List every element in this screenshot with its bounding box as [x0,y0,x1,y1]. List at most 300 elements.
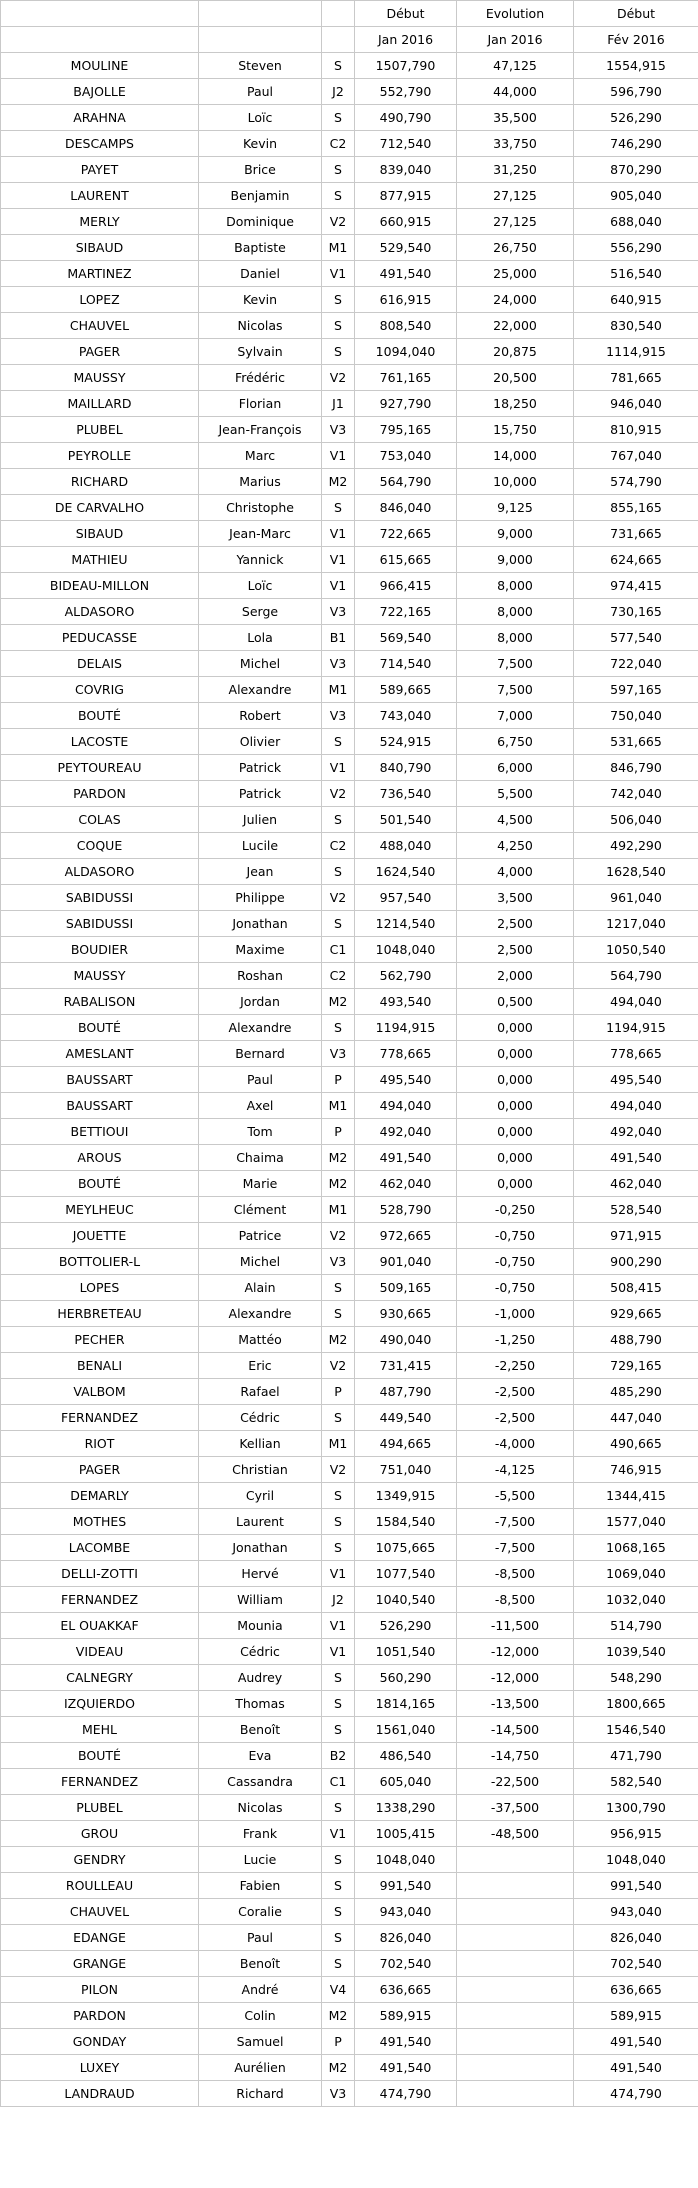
first-name-cell[interactable]: Jean-Marc [199,521,322,547]
start-feb-cell[interactable]: 1300,790 [574,1795,698,1821]
category-cell[interactable]: P [322,1067,355,1093]
start-jan-cell[interactable]: 636,665 [355,1977,457,2003]
first-name-cell[interactable]: Nicolas [199,1795,322,1821]
first-name-cell[interactable]: Rafael [199,1379,322,1405]
start-jan-cell[interactable]: 605,040 [355,1769,457,1795]
category-cell[interactable]: S [322,1405,355,1431]
category-cell[interactable]: V2 [322,365,355,391]
category-cell[interactable]: M2 [322,989,355,1015]
last-name-cell[interactable]: ALDASORO [1,599,199,625]
start-feb-cell[interactable]: 485,290 [574,1379,698,1405]
evolution-jan-cell[interactable]: 9,125 [457,495,574,521]
start-jan-cell[interactable]: 1094,040 [355,339,457,365]
start-jan-cell[interactable]: 526,290 [355,1613,457,1639]
last-name-cell[interactable]: LANDRAUD [1,2081,199,2107]
last-name-cell[interactable]: BOUDIER [1,937,199,963]
category-cell[interactable]: V3 [322,417,355,443]
start-jan-cell[interactable]: 1048,040 [355,937,457,963]
start-jan-cell[interactable]: 491,540 [355,2029,457,2055]
last-name-cell[interactable]: RICHARD [1,469,199,495]
start-jan-cell[interactable]: 751,040 [355,1457,457,1483]
category-cell[interactable]: V3 [322,1041,355,1067]
last-name-cell[interactable]: COQUE [1,833,199,859]
last-name-cell[interactable]: LACOSTE [1,729,199,755]
start-feb-cell[interactable]: 810,915 [574,417,698,443]
last-name-cell[interactable] [1,1,199,27]
category-cell[interactable]: M1 [322,235,355,261]
start-jan-cell[interactable]: 722,665 [355,521,457,547]
last-name-cell[interactable]: PAGER [1,1457,199,1483]
first-name-cell[interactable]: Richard [199,2081,322,2107]
start-jan-cell[interactable]: 991,540 [355,1873,457,1899]
start-feb-cell[interactable]: 956,915 [574,1821,698,1847]
evolution-jan-cell[interactable] [457,1847,574,1873]
category-cell[interactable]: V2 [322,1223,355,1249]
last-name-cell[interactable]: BETTIOUI [1,1119,199,1145]
first-name-cell[interactable]: Maxime [199,937,322,963]
start-feb-cell[interactable]: 492,040 [574,1119,698,1145]
last-name-cell[interactable]: IZQUIERDO [1,1691,199,1717]
first-name-cell[interactable]: Christian [199,1457,322,1483]
start-feb-cell[interactable]: 514,790 [574,1613,698,1639]
start-jan-cell[interactable]: 722,165 [355,599,457,625]
first-name-cell[interactable]: Jonathan [199,1535,322,1561]
start-feb-cell[interactable]: 494,040 [574,989,698,1015]
category-cell[interactable]: M1 [322,1093,355,1119]
start-jan-cell[interactable]: 616,915 [355,287,457,313]
category-cell[interactable]: M2 [322,1145,355,1171]
category-cell[interactable]: M2 [322,469,355,495]
first-name-cell[interactable]: Mattéo [199,1327,322,1353]
evolution-jan-cell[interactable]: 6,000 [457,755,574,781]
first-name-cell[interactable]: Axel [199,1093,322,1119]
start-jan-cell[interactable]: 501,540 [355,807,457,833]
start-feb-cell[interactable]: 826,040 [574,1925,698,1951]
first-name-cell[interactable]: Kevin [199,287,322,313]
evolution-jan-cell[interactable]: -7,500 [457,1509,574,1535]
category-cell[interactable]: M2 [322,2055,355,2081]
evolution-jan-cell[interactable]: -14,500 [457,1717,574,1743]
start-jan-cell[interactable]: 660,915 [355,209,457,235]
start-feb-cell[interactable]: 495,540 [574,1067,698,1093]
start-jan-cell[interactable]: 1077,540 [355,1561,457,1587]
category-cell[interactable]: S [322,1483,355,1509]
evolution-jan-cell[interactable]: -37,500 [457,1795,574,1821]
first-name-cell[interactable]: Cassandra [199,1769,322,1795]
last-name-cell[interactable]: DE CARVALHO [1,495,199,521]
evolution-jan-cell[interactable]: 47,125 [457,53,574,79]
evolution-jan-cell[interactable]: -8,500 [457,1587,574,1613]
start-feb-cell[interactable]: 506,040 [574,807,698,833]
category-cell[interactable] [322,27,355,53]
evolution-jan-cell[interactable]: -11,500 [457,1613,574,1639]
evolution-jan-cell[interactable]: -0,750 [457,1223,574,1249]
category-cell[interactable]: P [322,2029,355,2055]
first-name-cell[interactable]: Thomas [199,1691,322,1717]
evolution-jan-cell[interactable] [457,2081,574,2107]
start-feb-cell[interactable]: 1194,915 [574,1015,698,1041]
evolution-jan-cell[interactable]: 0,000 [457,1119,574,1145]
first-name-cell[interactable]: Marius [199,469,322,495]
first-name-cell[interactable]: Patrice [199,1223,322,1249]
first-name-cell[interactable]: Hervé [199,1561,322,1587]
evolution-jan-cell[interactable]: Evolution [457,1,574,27]
first-name-cell[interactable]: Sylvain [199,339,322,365]
start-jan-cell[interactable]: 494,665 [355,1431,457,1457]
last-name-cell[interactable]: PEYTOUREAU [1,755,199,781]
category-cell[interactable]: P [322,1119,355,1145]
last-name-cell[interactable]: DESCAMPS [1,131,199,157]
last-name-cell[interactable]: EDANGE [1,1925,199,1951]
start-jan-cell[interactable]: 930,665 [355,1301,457,1327]
start-jan-cell[interactable]: 877,915 [355,183,457,209]
first-name-cell[interactable]: Daniel [199,261,322,287]
last-name-cell[interactable] [1,27,199,53]
last-name-cell[interactable]: PECHER [1,1327,199,1353]
evolution-jan-cell[interactable]: -13,500 [457,1691,574,1717]
category-cell[interactable] [322,1,355,27]
first-name-cell[interactable]: Mounia [199,1613,322,1639]
start-jan-cell[interactable]: 1624,540 [355,859,457,885]
category-cell[interactable]: S [322,157,355,183]
start-feb-cell[interactable]: 781,665 [574,365,698,391]
start-feb-cell[interactable]: 556,290 [574,235,698,261]
category-cell[interactable]: S [322,1535,355,1561]
last-name-cell[interactable]: LOPEZ [1,287,199,313]
start-jan-cell[interactable]: 509,165 [355,1275,457,1301]
last-name-cell[interactable]: PEYROLLE [1,443,199,469]
start-jan-cell[interactable]: 731,415 [355,1353,457,1379]
first-name-cell[interactable]: Marc [199,443,322,469]
last-name-cell[interactable]: FERNANDEZ [1,1769,199,1795]
evolution-jan-cell[interactable]: 0,000 [457,1067,574,1093]
start-feb-cell[interactable]: 1114,915 [574,339,698,365]
start-feb-cell[interactable]: 636,665 [574,1977,698,2003]
last-name-cell[interactable]: MAILLARD [1,391,199,417]
category-cell[interactable]: S [322,729,355,755]
last-name-cell[interactable]: GRANGE [1,1951,199,1977]
first-name-cell[interactable]: Julien [199,807,322,833]
category-cell[interactable]: C1 [322,937,355,963]
start-jan-cell[interactable]: 569,540 [355,625,457,651]
evolution-jan-cell[interactable]: -12,000 [457,1665,574,1691]
start-jan-cell[interactable]: 589,665 [355,677,457,703]
start-jan-cell[interactable]: 1005,415 [355,1821,457,1847]
evolution-jan-cell[interactable]: 10,000 [457,469,574,495]
first-name-cell[interactable]: Steven [199,53,322,79]
start-feb-cell[interactable]: 702,540 [574,1951,698,1977]
start-jan-cell[interactable]: 462,040 [355,1171,457,1197]
start-feb-cell[interactable]: Début [574,1,698,27]
start-feb-cell[interactable]: Fév 2016 [574,27,698,53]
first-name-cell[interactable]: Kevin [199,131,322,157]
evolution-jan-cell[interactable]: -8,500 [457,1561,574,1587]
start-feb-cell[interactable]: 971,915 [574,1223,698,1249]
last-name-cell[interactable]: ARAHNA [1,105,199,131]
evolution-jan-cell[interactable]: 5,500 [457,781,574,807]
category-cell[interactable]: S [322,1509,355,1535]
last-name-cell[interactable]: MAUSSY [1,963,199,989]
evolution-jan-cell[interactable]: 26,750 [457,235,574,261]
category-cell[interactable]: M2 [322,1327,355,1353]
category-cell[interactable]: V2 [322,1457,355,1483]
start-feb-cell[interactable]: 597,165 [574,677,698,703]
first-name-cell[interactable]: Robert [199,703,322,729]
start-jan-cell[interactable]: 552,790 [355,79,457,105]
start-feb-cell[interactable]: 991,540 [574,1873,698,1899]
category-cell[interactable]: V2 [322,209,355,235]
category-cell[interactable]: S [322,1795,355,1821]
evolution-jan-cell[interactable]: -1,250 [457,1327,574,1353]
start-jan-cell[interactable]: 486,540 [355,1743,457,1769]
category-cell[interactable]: V1 [322,1821,355,1847]
category-cell[interactable]: S [322,1301,355,1327]
last-name-cell[interactable]: MERLY [1,209,199,235]
evolution-jan-cell[interactable] [457,2003,574,2029]
start-feb-cell[interactable]: 526,290 [574,105,698,131]
start-feb-cell[interactable]: 490,665 [574,1431,698,1457]
start-feb-cell[interactable]: 830,540 [574,313,698,339]
first-name-cell[interactable]: Philippe [199,885,322,911]
first-name-cell[interactable]: Dominique [199,209,322,235]
last-name-cell[interactable]: CALNEGRY [1,1665,199,1691]
category-cell[interactable]: V1 [322,755,355,781]
last-name-cell[interactable]: PLUBEL [1,1795,199,1821]
category-cell[interactable]: V3 [322,2081,355,2107]
start-jan-cell[interactable]: 560,290 [355,1665,457,1691]
last-name-cell[interactable]: LUXEY [1,2055,199,2081]
start-jan-cell[interactable]: 795,165 [355,417,457,443]
start-jan-cell[interactable]: 826,040 [355,1925,457,1951]
start-jan-cell[interactable]: 490,040 [355,1327,457,1353]
evolution-jan-cell[interactable]: 20,500 [457,365,574,391]
category-cell[interactable]: V2 [322,885,355,911]
start-feb-cell[interactable]: 508,415 [574,1275,698,1301]
evolution-jan-cell[interactable]: 7,000 [457,703,574,729]
first-name-cell[interactable]: Lola [199,625,322,651]
start-jan-cell[interactable]: 495,540 [355,1067,457,1093]
category-cell[interactable]: S [322,1275,355,1301]
first-name-cell[interactable]: Loïc [199,105,322,131]
start-feb-cell[interactable]: 961,040 [574,885,698,911]
last-name-cell[interactable]: MEYLHEUC [1,1197,199,1223]
first-name-cell[interactable]: Loïc [199,573,322,599]
start-jan-cell[interactable]: 1507,790 [355,53,457,79]
last-name-cell[interactable]: DELAIS [1,651,199,677]
category-cell[interactable]: B1 [322,625,355,651]
evolution-jan-cell[interactable] [457,1951,574,1977]
first-name-cell[interactable]: Florian [199,391,322,417]
evolution-jan-cell[interactable]: -4,125 [457,1457,574,1483]
last-name-cell[interactable]: CHAUVEL [1,1899,199,1925]
start-feb-cell[interactable]: 731,665 [574,521,698,547]
start-jan-cell[interactable]: 615,665 [355,547,457,573]
first-name-cell[interactable] [199,1,322,27]
evolution-jan-cell[interactable]: 27,125 [457,183,574,209]
category-cell[interactable]: V1 [322,443,355,469]
start-feb-cell[interactable]: 596,790 [574,79,698,105]
last-name-cell[interactable]: RABALISON [1,989,199,1015]
first-name-cell[interactable]: Nicolas [199,313,322,339]
last-name-cell[interactable]: GENDRY [1,1847,199,1873]
start-feb-cell[interactable]: 722,040 [574,651,698,677]
first-name-cell[interactable]: Paul [199,1067,322,1093]
first-name-cell[interactable]: Alexandre [199,1301,322,1327]
first-name-cell[interactable]: William [199,1587,322,1613]
last-name-cell[interactable]: COVRIG [1,677,199,703]
category-cell[interactable]: S [322,1873,355,1899]
start-feb-cell[interactable]: 730,165 [574,599,698,625]
last-name-cell[interactable]: LACOMBE [1,1535,199,1561]
evolution-jan-cell[interactable]: -48,500 [457,1821,574,1847]
last-name-cell[interactable]: MARTINEZ [1,261,199,287]
last-name-cell[interactable]: PLUBEL [1,417,199,443]
start-feb-cell[interactable]: 491,540 [574,2055,698,2081]
evolution-jan-cell[interactable] [457,1977,574,2003]
start-jan-cell[interactable]: 564,790 [355,469,457,495]
last-name-cell[interactable]: JOUETTE [1,1223,199,1249]
start-jan-cell[interactable]: 736,540 [355,781,457,807]
start-jan-cell[interactable]: 840,790 [355,755,457,781]
last-name-cell[interactable]: MOTHES [1,1509,199,1535]
start-jan-cell[interactable]: 589,915 [355,2003,457,2029]
last-name-cell[interactable]: MAUSSY [1,365,199,391]
start-feb-cell[interactable]: 855,165 [574,495,698,521]
last-name-cell[interactable]: BAUSSART [1,1093,199,1119]
category-cell[interactable]: V3 [322,599,355,625]
evolution-jan-cell[interactable]: 15,750 [457,417,574,443]
start-feb-cell[interactable]: 531,665 [574,729,698,755]
start-jan-cell[interactable]: 743,040 [355,703,457,729]
last-name-cell[interactable]: PILON [1,1977,199,2003]
evolution-jan-cell[interactable]: 3,500 [457,885,574,911]
evolution-jan-cell[interactable]: 0,000 [457,1093,574,1119]
start-jan-cell[interactable]: Début [355,1,457,27]
start-feb-cell[interactable]: 589,915 [574,2003,698,2029]
evolution-jan-cell[interactable]: 0,000 [457,1145,574,1171]
start-feb-cell[interactable]: 929,665 [574,1301,698,1327]
start-feb-cell[interactable]: 577,540 [574,625,698,651]
category-cell[interactable]: J2 [322,1587,355,1613]
category-cell[interactable]: S [322,807,355,833]
category-cell[interactable]: J2 [322,79,355,105]
last-name-cell[interactable]: AROUS [1,1145,199,1171]
first-name-cell[interactable] [199,27,322,53]
start-jan-cell[interactable]: 494,040 [355,1093,457,1119]
start-jan-cell[interactable]: 1040,540 [355,1587,457,1613]
start-feb-cell[interactable]: 729,165 [574,1353,698,1379]
category-cell[interactable]: S [322,1925,355,1951]
last-name-cell[interactable]: BOUTÉ [1,703,199,729]
evolution-jan-cell[interactable]: 35,500 [457,105,574,131]
last-name-cell[interactable]: COLAS [1,807,199,833]
start-jan-cell[interactable]: 1814,165 [355,1691,457,1717]
category-cell[interactable]: C2 [322,833,355,859]
evolution-jan-cell[interactable]: -5,500 [457,1483,574,1509]
last-name-cell[interactable]: GONDAY [1,2029,199,2055]
start-jan-cell[interactable]: 1561,040 [355,1717,457,1743]
evolution-jan-cell[interactable]: 4,500 [457,807,574,833]
start-jan-cell[interactable]: 449,540 [355,1405,457,1431]
start-feb-cell[interactable]: 767,040 [574,443,698,469]
evolution-jan-cell[interactable]: -4,000 [457,1431,574,1457]
first-name-cell[interactable]: Bernard [199,1041,322,1067]
last-name-cell[interactable]: AMESLANT [1,1041,199,1067]
start-jan-cell[interactable]: 528,790 [355,1197,457,1223]
first-name-cell[interactable]: Paul [199,1925,322,1951]
category-cell[interactable]: S [322,859,355,885]
start-jan-cell[interactable]: 943,040 [355,1899,457,1925]
start-feb-cell[interactable]: 1628,540 [574,859,698,885]
first-name-cell[interactable]: Chaima [199,1145,322,1171]
first-name-cell[interactable]: Cédric [199,1405,322,1431]
start-feb-cell[interactable]: 905,040 [574,183,698,209]
start-feb-cell[interactable]: 528,540 [574,1197,698,1223]
start-feb-cell[interactable]: 974,415 [574,573,698,599]
evolution-jan-cell[interactable] [457,1899,574,1925]
start-feb-cell[interactable]: 488,790 [574,1327,698,1353]
category-cell[interactable]: V2 [322,781,355,807]
start-feb-cell[interactable]: 742,040 [574,781,698,807]
start-feb-cell[interactable]: 943,040 [574,1899,698,1925]
last-name-cell[interactable]: VALBOM [1,1379,199,1405]
start-feb-cell[interactable]: 846,790 [574,755,698,781]
evolution-jan-cell[interactable] [457,2029,574,2055]
evolution-jan-cell[interactable]: -1,000 [457,1301,574,1327]
evolution-jan-cell[interactable]: 22,000 [457,313,574,339]
start-feb-cell[interactable]: 688,040 [574,209,698,235]
first-name-cell[interactable]: Olivier [199,729,322,755]
last-name-cell[interactable]: VIDEAU [1,1639,199,1665]
last-name-cell[interactable]: PARDON [1,781,199,807]
first-name-cell[interactable]: Audrey [199,1665,322,1691]
start-jan-cell[interactable]: 1338,290 [355,1795,457,1821]
last-name-cell[interactable]: EL OUAKKAF [1,1613,199,1639]
start-jan-cell[interactable]: 714,540 [355,651,457,677]
start-feb-cell[interactable]: 582,540 [574,1769,698,1795]
category-cell[interactable]: V3 [322,651,355,677]
last-name-cell[interactable]: BOUTÉ [1,1743,199,1769]
start-jan-cell[interactable]: 966,415 [355,573,457,599]
category-cell[interactable]: J1 [322,391,355,417]
category-cell[interactable]: V1 [322,1639,355,1665]
first-name-cell[interactable]: Michel [199,1249,322,1275]
evolution-jan-cell[interactable]: -0,750 [457,1275,574,1301]
start-feb-cell[interactable]: 870,290 [574,157,698,183]
start-jan-cell[interactable]: 491,540 [355,261,457,287]
last-name-cell[interactable]: PAGER [1,339,199,365]
category-cell[interactable]: C2 [322,131,355,157]
start-feb-cell[interactable]: 624,665 [574,547,698,573]
start-jan-cell[interactable]: 474,790 [355,2081,457,2107]
last-name-cell[interactable]: MATHIEU [1,547,199,573]
category-cell[interactable]: S [322,53,355,79]
start-jan-cell[interactable]: 524,915 [355,729,457,755]
start-jan-cell[interactable]: 712,540 [355,131,457,157]
evolution-jan-cell[interactable]: -0,750 [457,1249,574,1275]
evolution-jan-cell[interactable]: -2,500 [457,1379,574,1405]
last-name-cell[interactable]: HERBRETEAU [1,1301,199,1327]
category-cell[interactable]: S [322,1717,355,1743]
category-cell[interactable]: C2 [322,963,355,989]
evolution-jan-cell[interactable]: -7,500 [457,1535,574,1561]
category-cell[interactable]: V1 [322,1613,355,1639]
last-name-cell[interactable]: FERNANDEZ [1,1405,199,1431]
last-name-cell[interactable]: ALDASORO [1,859,199,885]
first-name-cell[interactable]: Benoît [199,1951,322,1977]
first-name-cell[interactable]: Benjamin [199,183,322,209]
start-feb-cell[interactable]: 640,915 [574,287,698,313]
